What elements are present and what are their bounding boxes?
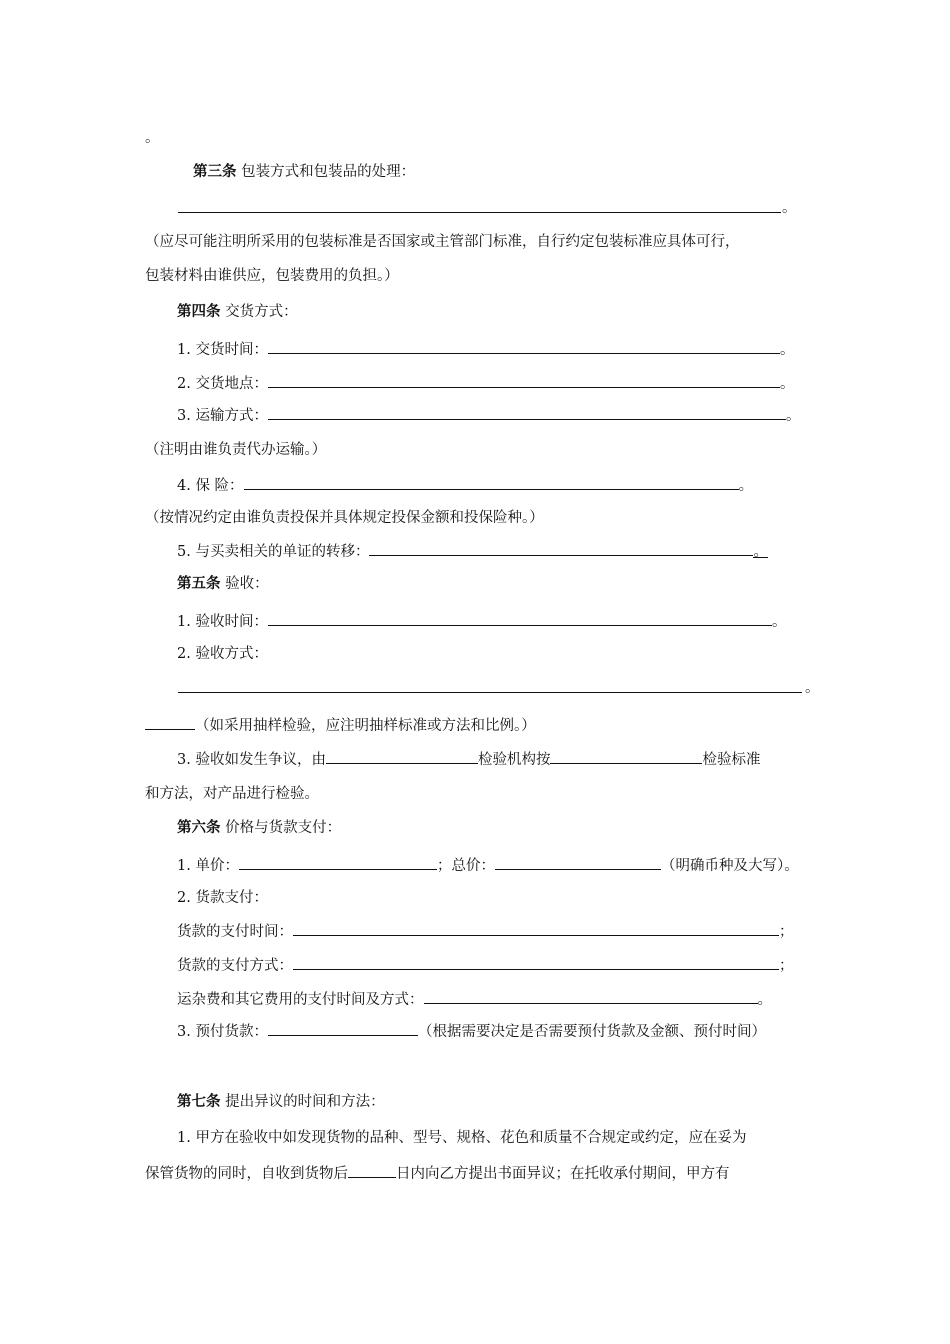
delivery-time-end: 。 [779,342,795,358]
payment-label: 2. 货款支付： [177,890,268,906]
inspection-time-end: 。 [771,614,787,630]
packaging-blank-end: 。 [782,200,797,216]
objection-line-2 [145,1162,730,1184]
inspection-time-label: 1. 验收时间： [177,614,268,630]
article-7 [177,1092,385,1112]
delivery-place-label: 2. 交货地点： [177,376,268,392]
packaging-note-line-1: （应尽可能注明所采用的包装标准是否国家或主管部门标准，自行约定包装标准应具体可行， [145,234,740,250]
transport-label: 3. 运输方式： [177,408,268,424]
insurance-label: 4. 保 险： [177,478,244,494]
prepay-row [177,1020,766,1042]
article-5-heading: 第五条 [177,576,221,592]
pay-method-end: ； [779,958,794,974]
transport-end: 。 [785,408,801,424]
inspection-method-blank[interactable] [178,692,802,693]
article-5-title: 验收： [225,576,269,592]
dispute-text-b: 检验机构按 [477,752,551,768]
unit-price-label: 1. 单价： [177,858,239,874]
pay-time-end: ； [779,924,794,940]
pay-time-field[interactable] [293,920,779,936]
fees-label: 运杂费和其它费用的支付时间及方式： [177,992,424,1008]
sampling-field[interactable] [145,714,195,730]
inspection-standard-field[interactable] [550,748,702,764]
delivery-place-row [177,372,794,394]
lead-period: 。 [145,130,160,146]
article-6-heading: 第六条 [177,820,221,836]
article-6-title: 价格与货款支付： [225,820,342,836]
article-6 [177,818,341,838]
pay-method-row [177,954,794,976]
packaging-blank[interactable] [178,212,781,213]
article-3 [193,162,415,182]
transport-field[interactable] [268,404,786,420]
insurance-row [177,474,753,496]
inspection-method-label: 2. 验收方式： [177,646,268,662]
article-4 [177,302,298,322]
article-5 [177,574,269,594]
insurance-note: （按情况约定由谁负责投保并具体规定投保金额和投保险种。） [145,510,544,526]
article-3-title: 包装方式和包装品的处理： [241,164,416,180]
dispute-text-a: 3. 验收如发生争议，由 [177,752,326,768]
total-price-field[interactable] [495,854,661,870]
documents-label: 5. 与买卖相关的单证的转移： [177,544,370,560]
article-7-heading: 第七条 [177,1094,221,1110]
delivery-time-field[interactable] [268,338,780,354]
article-3-heading: 第三条 [193,164,237,180]
article-4-heading: 第四条 [177,304,221,320]
prepay-label: 3. 预付货款： [177,1024,268,1040]
inspection-time-field[interactable] [268,610,772,626]
fees-end: 。 [757,992,772,1008]
prepay-field[interactable] [268,1020,418,1036]
price-row [177,854,799,876]
pay-method-field[interactable] [293,954,779,970]
fees-row [177,988,772,1010]
objection-text-b: 保管货物的同时，自收到货物后 [145,1166,348,1182]
fees-field[interactable] [424,988,758,1004]
article-7-title: 提出异议的时间和方法： [225,1094,385,1110]
sampling-note: （如采用抽样检验，应注明抽样标准或方法和比例。） [195,718,536,734]
article-4-title: 交货方式： [225,304,298,320]
insurance-end: 。 [738,478,754,494]
currency-note: （明确币种及大写）。 [660,858,799,874]
unit-price-field[interactable] [239,854,437,870]
total-price-label: ；总价： [436,858,495,874]
sampling-row [145,714,536,736]
delivery-time-label: 1. 交货时间： [177,342,268,358]
pay-time-row [177,920,794,942]
inspection-agency-field[interactable] [326,748,478,764]
insurance-field[interactable] [244,474,739,490]
dispute-row [177,748,760,770]
documents-row [177,540,768,562]
objection-days-field[interactable] [348,1162,396,1178]
documents-end: 。 [753,544,768,560]
transport-row [177,404,800,426]
packaging-note-line-2: 包装材料由谁供应，包装费用的负担。） [145,268,399,284]
inspection-method-end: 。 [805,680,820,696]
documents-field[interactable] [369,540,753,556]
delivery-time-row [177,338,794,360]
objection-text-c: 日内向乙方提出书面异议；在托收承付期间，甲方有 [396,1166,730,1182]
objection-line-1: 1. 甲方在验收中如发现货物的品种、型号、规格、花色和质量不合规定或约定，应在妥为 [177,1130,747,1146]
pay-time-label: 货款的支付时间： [177,924,293,940]
delivery-place-end: 。 [779,376,795,392]
delivery-place-field[interactable] [268,372,780,388]
transport-note: （注明由谁负责代办运输。） [145,442,327,458]
prepay-note: （根据需要决定是否需要预付货款及金额、预付时间） [417,1024,766,1040]
dispute-text-c: 检验标准 [702,752,761,768]
dispute-text-d: 和方法，对产品进行检验。 [145,786,319,802]
pay-method-label: 货款的支付方式： [177,958,293,974]
inspection-time-row [177,610,786,632]
